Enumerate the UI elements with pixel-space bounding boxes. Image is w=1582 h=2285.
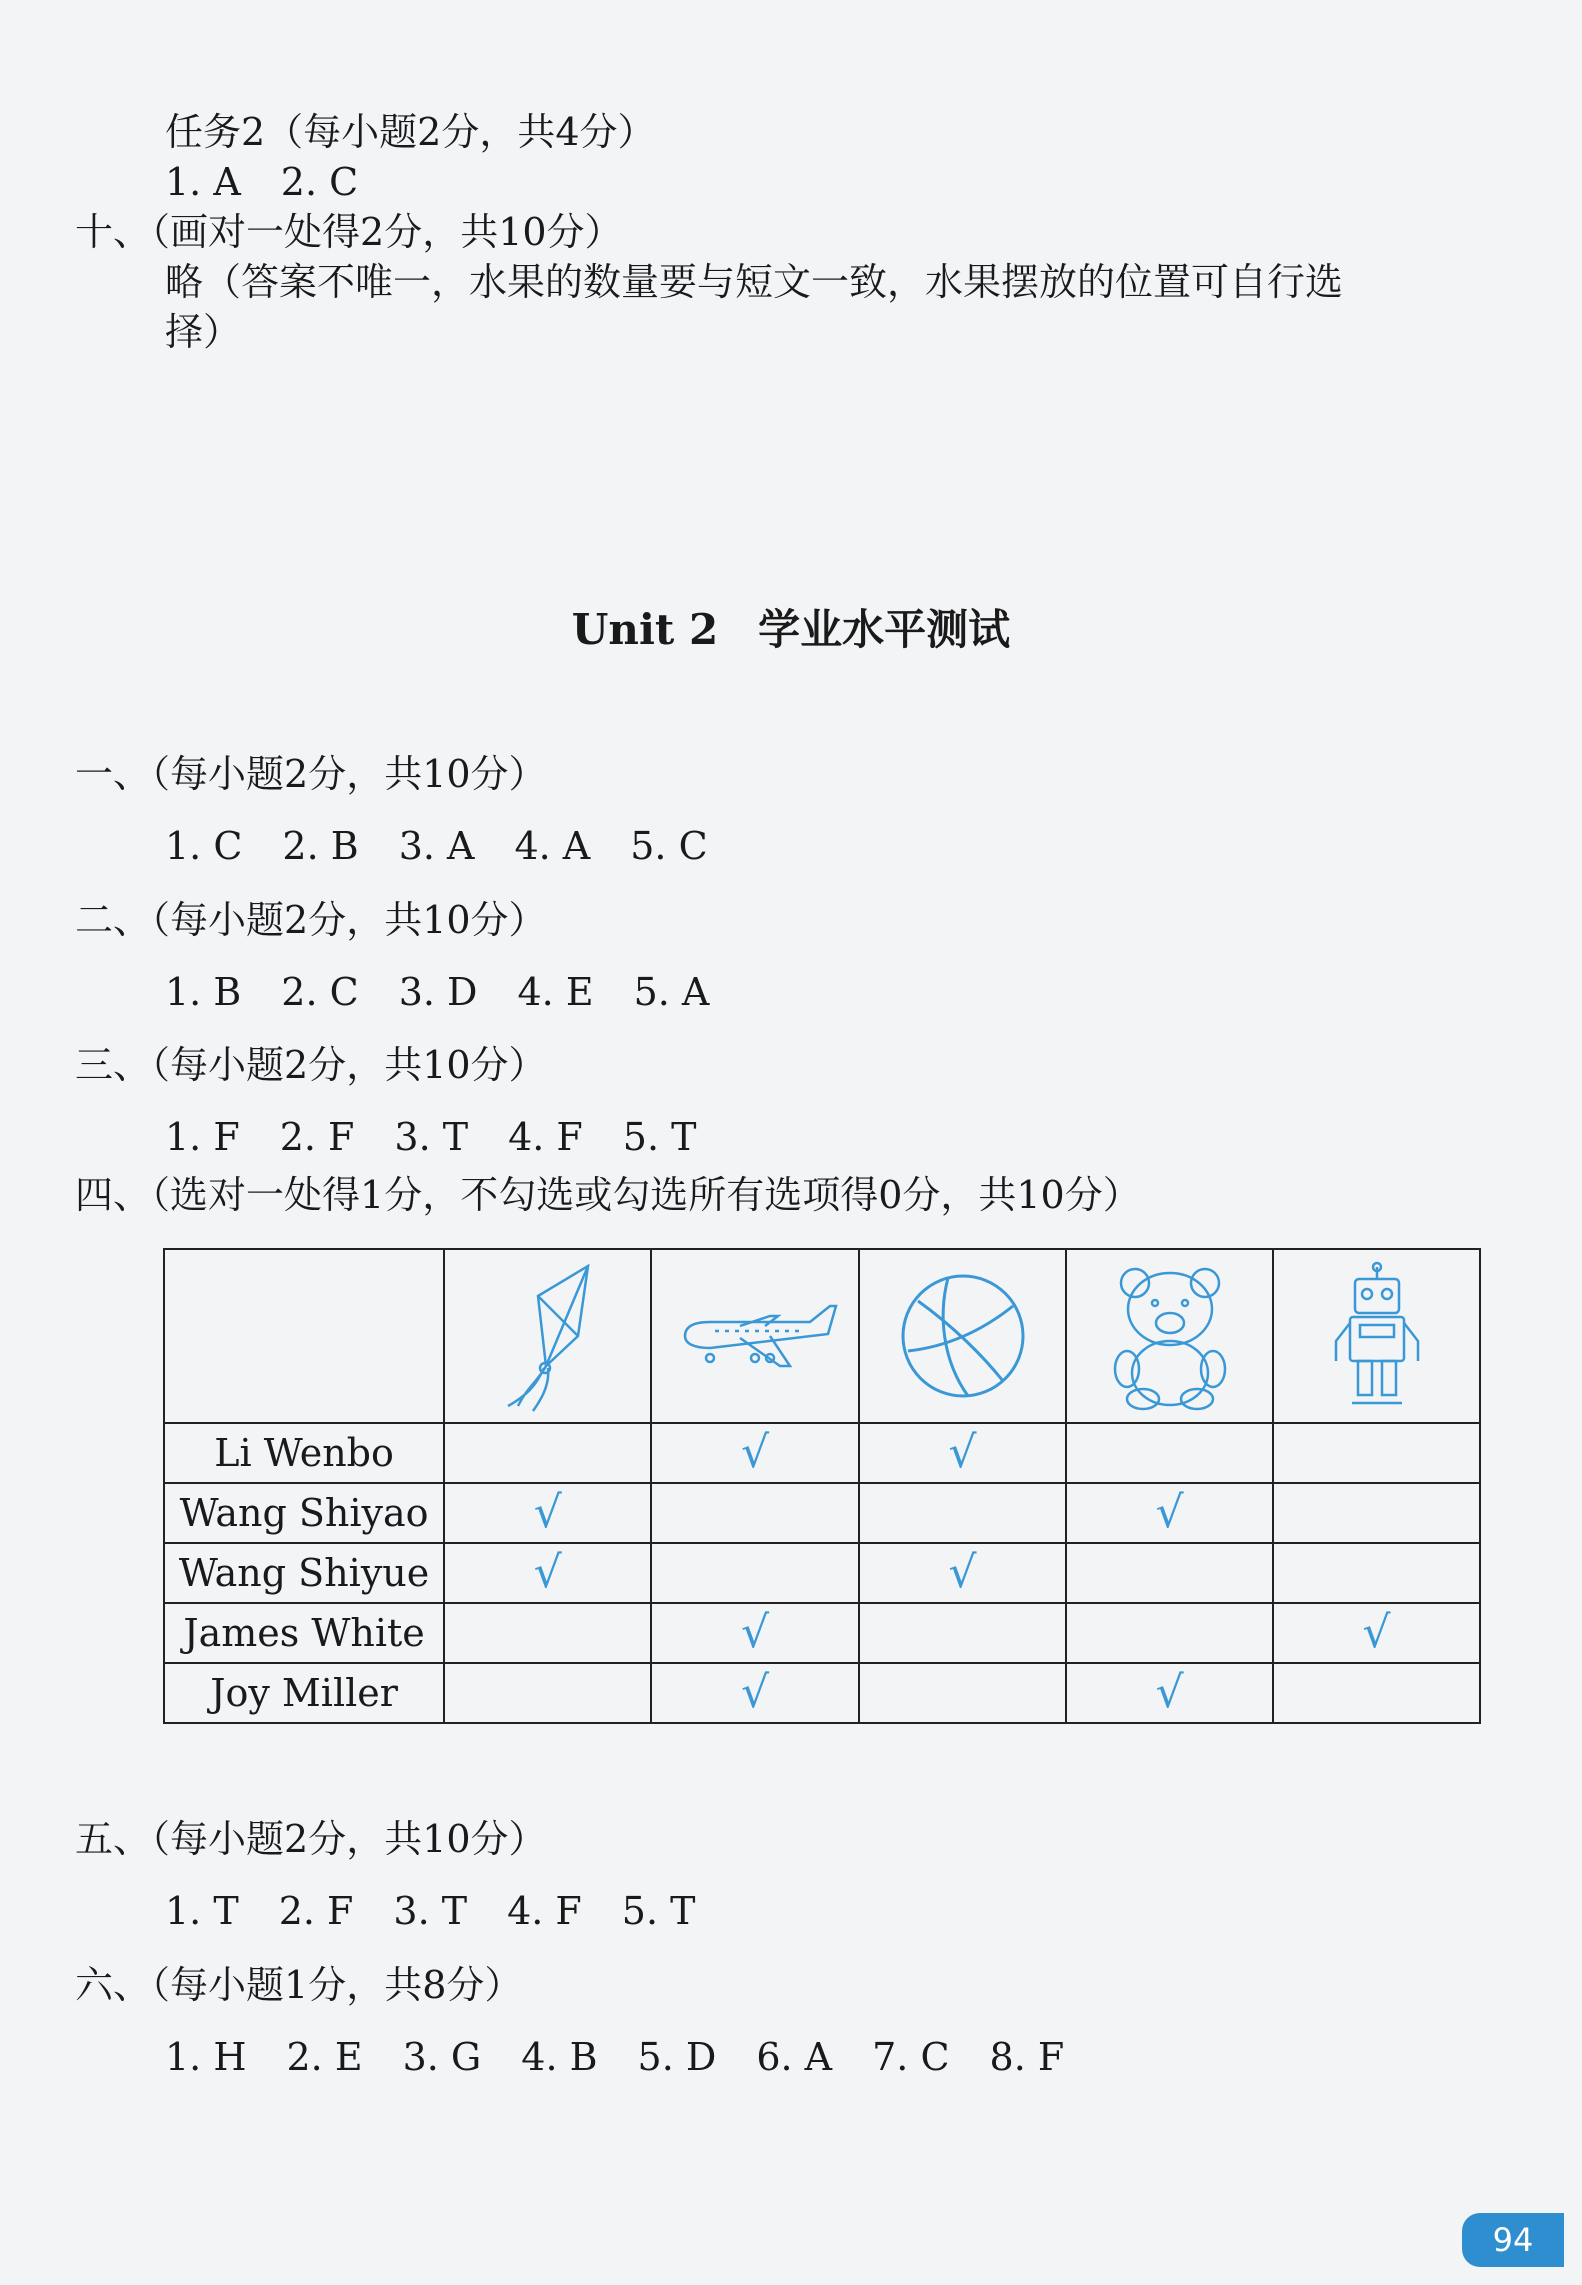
answer-item: 2. B	[282, 824, 359, 868]
section-number: 五、	[75, 1817, 152, 1861]
student-name-cell: James White	[164, 1603, 444, 1663]
section-heading	[75, 1815, 547, 1863]
section-title: （每小题2分，共10分）	[151, 898, 547, 942]
check-cell-teddy-bear	[1066, 1603, 1273, 1663]
check-cell-airplane	[651, 1663, 859, 1723]
table-row	[164, 1543, 1480, 1603]
answer-item: 1. T	[165, 1889, 239, 1933]
airplane-column	[651, 1249, 859, 1423]
check-mark: √	[533, 1486, 562, 1538]
check-mark: √	[533, 1546, 562, 1598]
airplane-icon	[670, 1276, 840, 1396]
section-title: （每小题2分，共10分）	[151, 752, 547, 796]
answer-item: 3. T	[393, 1889, 468, 1933]
robot-icon	[1322, 1261, 1432, 1411]
page-number: 94	[1462, 2213, 1564, 2267]
section-ten-note-line1: 略（答案不唯一，水果的数量要与短文一致，水果摆放的位置可自行选	[165, 260, 1344, 304]
section-number: 六、	[75, 1963, 152, 2007]
teddy-bear-column	[1066, 1249, 1273, 1423]
table-row	[164, 1423, 1480, 1483]
check-cell-teddy-bear	[1066, 1663, 1273, 1723]
robot-column	[1273, 1249, 1480, 1423]
check-cell-teddy-bear	[1066, 1483, 1273, 1543]
answer-item: 3. D	[398, 970, 478, 1014]
check-cell-ball	[859, 1663, 1066, 1723]
section-number: 四、	[75, 1173, 152, 1217]
answer-item: 3. A	[398, 824, 475, 868]
section-answers	[165, 822, 748, 870]
answer-item: 2. F	[278, 1889, 354, 1933]
section-answers	[165, 2033, 1104, 2081]
answer-item: 7. C	[872, 2035, 950, 2079]
answer-item: 1. B	[165, 970, 242, 1014]
answer-item: 1. H	[165, 2035, 247, 2079]
check-mark: √	[948, 1546, 977, 1598]
check-cell-robot	[1273, 1423, 1480, 1483]
ball-icon	[893, 1266, 1033, 1406]
answer-item: 4. E	[517, 970, 594, 1014]
table-row	[164, 1483, 1480, 1543]
answer-item: 4. B	[521, 2035, 598, 2079]
section-title: （每小题2分，共10分）	[151, 1817, 547, 1861]
toy-choice-table	[163, 1248, 1481, 1724]
check-cell-robot	[1273, 1603, 1480, 1663]
section-title: （画对一处得2分，共10分）	[151, 210, 623, 254]
check-cell-teddy-bear	[1066, 1423, 1273, 1483]
check-cell-kite	[444, 1543, 651, 1603]
section-answers	[165, 1887, 735, 1935]
kite-icon	[478, 1256, 618, 1416]
answer-item: 1. C	[165, 824, 243, 868]
answer-item: 6. A	[756, 2035, 833, 2079]
check-cell-ball	[859, 1483, 1066, 1543]
check-mark: √	[1362, 1606, 1391, 1658]
section-heading	[75, 1041, 547, 1089]
answer-item: 2. F	[279, 1115, 355, 1159]
section-answers	[165, 1113, 736, 1161]
check-cell-airplane	[651, 1603, 859, 1663]
answer-item: 5. T	[622, 1115, 697, 1159]
check-mark: √	[948, 1426, 977, 1478]
student-name-cell: Wang Shiyao	[164, 1483, 444, 1543]
answer-item: 2. E	[286, 2035, 363, 2079]
section-heading	[75, 1171, 1141, 1219]
answer-item: 3. G	[402, 2035, 482, 2079]
section-heading	[75, 750, 547, 798]
check-cell-kite	[444, 1603, 651, 1663]
answer-item: 1. F	[165, 1115, 240, 1159]
check-mark: √	[741, 1426, 770, 1478]
check-cell-robot	[1273, 1663, 1480, 1723]
section-heading	[75, 1961, 522, 2009]
answer-item: 8. F	[989, 2035, 1065, 2079]
check-mark: √	[1155, 1486, 1184, 1538]
student-name-cell: Li Wenbo	[164, 1423, 444, 1483]
section-ten-note-line2: 择）	[165, 310, 242, 354]
answer-item: 4. F	[508, 1115, 583, 1159]
check-mark: √	[1155, 1666, 1184, 1718]
check-cell-airplane	[651, 1423, 859, 1483]
answer-item: 2. C	[280, 160, 359, 204]
section-number: 一、	[75, 752, 152, 796]
section-heading	[75, 896, 547, 944]
section-ten-heading	[75, 208, 623, 256]
teddy-bear-icon	[1105, 1261, 1235, 1411]
check-mark: √	[741, 1666, 770, 1718]
answer-item: 4. F	[507, 1889, 582, 1933]
answer-item: 3. T	[394, 1115, 469, 1159]
check-cell-ball	[859, 1423, 1066, 1483]
answer-item: 1. A	[165, 160, 241, 204]
student-name-cell: Joy Miller	[164, 1663, 444, 1723]
task2-answers	[165, 158, 398, 206]
check-cell-kite	[444, 1483, 651, 1543]
ball-column	[859, 1249, 1066, 1423]
check-cell-robot	[1273, 1543, 1480, 1603]
section-number: 二、	[75, 898, 152, 942]
check-cell-airplane	[651, 1483, 859, 1543]
check-cell-airplane	[651, 1543, 859, 1603]
check-cell-teddy-bear	[1066, 1543, 1273, 1603]
answer-item: 5. C	[630, 824, 708, 868]
check-mark: √	[741, 1606, 770, 1658]
table-row	[164, 1603, 1480, 1663]
kite-column	[444, 1249, 651, 1423]
table-corner-cell	[164, 1249, 444, 1423]
section-title: （每小题2分，共10分）	[151, 1043, 547, 1087]
unit-title	[0, 600, 1582, 660]
check-cell-kite	[444, 1423, 651, 1483]
answer-item: 2. C	[281, 970, 359, 1014]
check-cell-kite	[444, 1663, 651, 1723]
section-number: 十、	[75, 210, 152, 254]
check-cell-ball	[859, 1543, 1066, 1603]
check-cell-robot	[1273, 1483, 1480, 1543]
answer-item: 5. T	[621, 1889, 696, 1933]
student-name-cell: Wang Shiyue	[164, 1543, 444, 1603]
unit-label: Unit 2	[571, 605, 719, 654]
task2-title: 任务2（每小题2分，共4分）	[165, 110, 656, 154]
section-number: 三、	[75, 1043, 152, 1087]
section-title: （选对一处得1分，不勾选或勾选所有选项得0分，共10分）	[151, 1173, 1141, 1217]
section-title: （每小题1分，共8分）	[151, 1963, 523, 2007]
answer-item: 4. A	[514, 824, 591, 868]
check-cell-ball	[859, 1603, 1066, 1663]
answer-item: 5. A	[633, 970, 710, 1014]
table-header-row	[164, 1249, 1480, 1423]
unit-name: 学业水平测试	[758, 605, 1011, 654]
answer-item: 5. D	[637, 2035, 717, 2079]
section-answers	[165, 968, 749, 1016]
table-row	[164, 1663, 1480, 1723]
